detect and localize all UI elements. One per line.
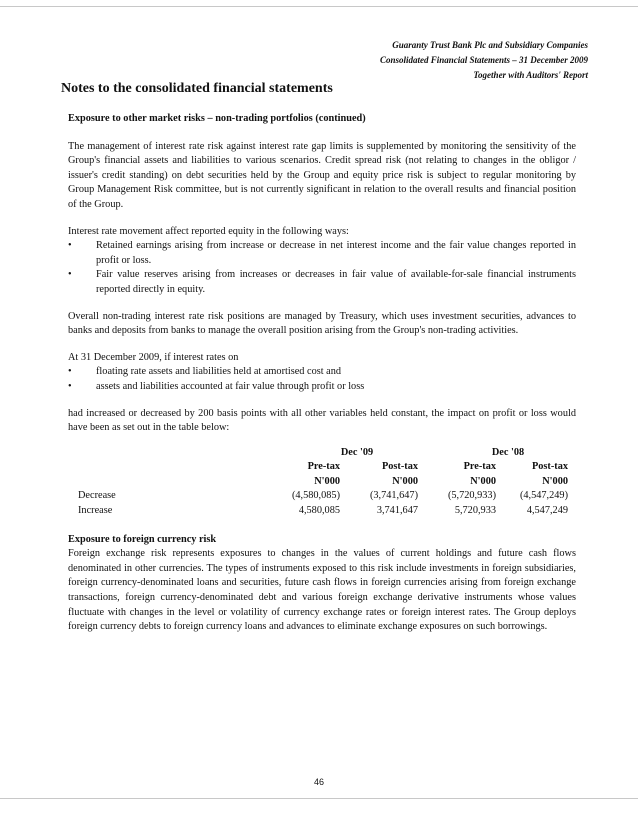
- table-unit-row: [68, 475, 568, 490]
- table-column-header-row: [68, 460, 568, 475]
- table-cell: 4,580,085: [298, 505, 340, 517]
- section-heading-fx-risk: Exposure to foreign currency risk: [68, 533, 217, 545]
- period-header-2008: Dec '08: [491, 446, 525, 458]
- list-item-text: floating rate assets and liabilities held at amortised cost and: [96, 366, 342, 378]
- table-row: [68, 504, 568, 519]
- table-cell: (3,741,647): [369, 490, 418, 502]
- unit-label: N'000: [470, 475, 496, 487]
- unit-label: N'000: [542, 475, 568, 487]
- table-cell: (5,720,933): [447, 490, 496, 502]
- list-item-text: assets and liabilities accounted at fair value through profit or loss: [96, 380, 365, 392]
- paragraph-fx-risk: Foreign exchange risk represents exposures to changes in the values of current holdings and future cash flows denominated in other currencies. The types of instruments exposed to this risk include investments in foreign subsidiaries, foreign currency-denominated loans and securities, future cash flows in foreign currencies arising from foreign exchange transactions, foreign currency-denominated debt and various foreign exchange derivative instruments whose values fluctuate with changes in the level or volatility of currency exchange rates or foreign interest rates. The Group deploys foreign currency debts to foreign currency loans and advances to eliminate exchange exposures on such borrowings.: [68, 548, 576, 633]
- period-header-2009: Dec '09: [340, 446, 374, 458]
- list-item: [68, 268, 576, 297]
- column-header: Pre-tax: [307, 461, 340, 473]
- list-item: [68, 365, 576, 380]
- table-cell: 4,547,249: [526, 505, 568, 517]
- list-item-text: Fair value reserves arising from increases or decreases in fair value of available-for-sale financial instruments reported directly in equity.: [96, 269, 576, 295]
- bullet-icon: •: [68, 366, 72, 378]
- top-rule: [0, 6, 638, 7]
- row-label: Decrease: [78, 490, 116, 502]
- table-cell: (4,580,085): [291, 490, 340, 502]
- header-statements: Consolidated Financial Statements – 31 December 2009: [379, 55, 588, 65]
- column-header: Post-tax: [381, 461, 418, 473]
- table-cell: (4,547,249): [519, 490, 568, 502]
- paragraph-rates-intro: At 31 December 2009, if interest rates on: [68, 351, 239, 363]
- list-item: [68, 239, 576, 268]
- paragraph-treasury: Overall non-trading interest rate risk positions are managed by Treasury, which uses investment securities, advances to banks and deposits from banks to manage the overall position arising from the Group's non-trading activities.: [68, 310, 576, 337]
- column-header: Post-tax: [531, 461, 568, 473]
- table-period-row: [68, 446, 568, 461]
- sensitivity-table: [68, 446, 568, 519]
- unit-label: N'000: [392, 475, 418, 487]
- column-header: Pre-tax: [463, 461, 496, 473]
- table-cell: 5,720,933: [454, 505, 496, 517]
- page-content: [68, 112, 576, 635]
- paragraph-basis-points: had increased or decreased by 200 basis points with all other variables held constant, the impact on profit or loss would have been as set out in the table below:: [68, 407, 576, 434]
- header-auditors: Together with Auditors' Report: [473, 70, 588, 80]
- bullet-icon: •: [68, 380, 72, 392]
- page-title: Notes to the consolidated financial statements: [61, 81, 333, 96]
- running-header: [380, 38, 588, 83]
- table-cell: 3,741,647: [376, 505, 418, 517]
- unit-label: N'000: [314, 475, 340, 487]
- paragraph-interest-rate-risk: The management of interest rate risk against interest rate gap limits is supplemented by monitoring the sensitivity of the Group's financial assets and liabilities to various scenarios. Credit spread risk (not relating to changes in the obligor / issuer's credit standing) on debt securities held by the Group and equity price risk is subject to regular monitoring by Group Management Risk committee, but is not currently significant in relation to the overall results and financial position of the Group.: [68, 140, 576, 210]
- header-company: Guaranty Trust Bank Plc and Subsidiary Companies: [392, 40, 588, 50]
- row-label: Increase: [78, 505, 113, 517]
- section-heading-market-risk: Exposure to other market risks – non-trading portfolios (continued): [68, 113, 366, 124]
- list-item: [68, 380, 576, 395]
- paragraph-equity-intro: Interest rate movement affect reported equity in the following ways:: [68, 225, 349, 237]
- bullet-icon: •: [68, 269, 72, 281]
- table-row: [68, 489, 568, 504]
- page-number: 46: [313, 777, 324, 787]
- list-item-text: Retained earnings arising from increase or decrease in net interest income and the fair value changes reported in profit or loss.: [96, 240, 576, 266]
- bullet-icon: •: [68, 240, 72, 252]
- bottom-rule: [0, 798, 638, 799]
